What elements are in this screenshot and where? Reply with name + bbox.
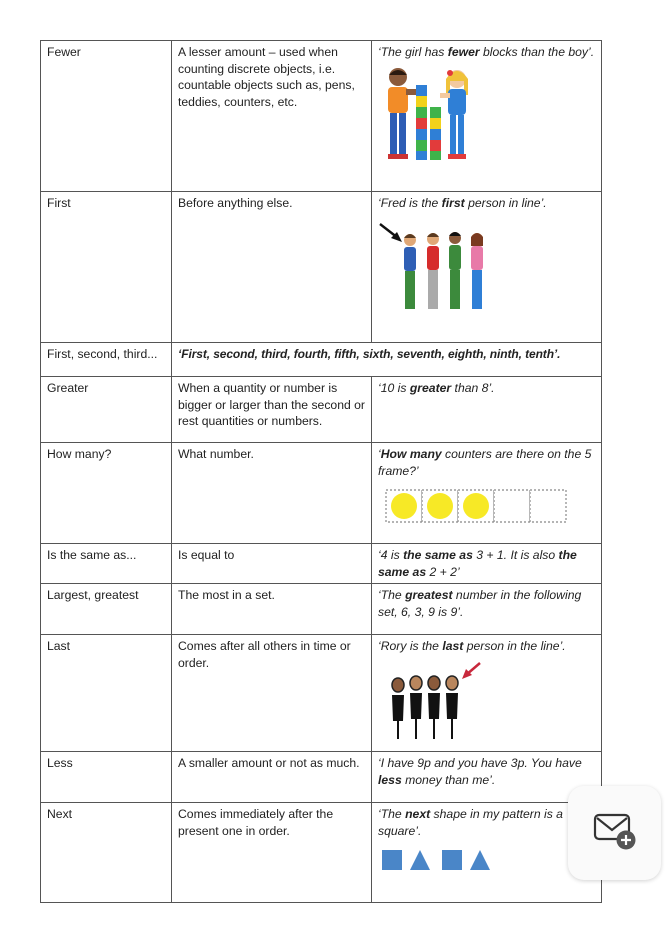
table-row bbox=[41, 377, 602, 443]
term-cell: Last bbox=[41, 635, 172, 752]
example-text: ‘I have 9p and you have 3p. You have less money than me’. bbox=[378, 756, 582, 787]
five-frame-illustration bbox=[378, 487, 595, 525]
definition-cell: Is equal to bbox=[172, 544, 372, 584]
pattern-square bbox=[382, 850, 402, 870]
table-row bbox=[41, 544, 602, 584]
merged-example-cell: ‘First, second, third, fourth, fifth, sixth, seventh, eighth, ninth, tenth’. bbox=[172, 343, 602, 377]
term-cell: First, second, third... bbox=[41, 343, 172, 377]
definition-cell: Comes after all others in time or order. bbox=[172, 635, 372, 752]
table-row bbox=[41, 752, 602, 803]
example-cell bbox=[372, 443, 602, 544]
new-message-button[interactable] bbox=[568, 786, 661, 880]
table-row bbox=[41, 443, 602, 544]
term-cell: First bbox=[41, 192, 172, 343]
definition-cell: The most in a set. bbox=[172, 584, 372, 635]
example-text: ‘The greatest number in the following set, 6, 3, 9 is 9’. bbox=[378, 588, 582, 619]
term-cell: Fewer bbox=[41, 41, 172, 192]
term-cell: Is the same as... bbox=[41, 544, 172, 584]
definition-cell: Comes immediately after the present one in order. bbox=[172, 803, 372, 903]
example-text: ‘How many counters are there on the 5 frame?’ bbox=[378, 447, 592, 478]
example-text: ‘Rory is the last person in the line’. bbox=[378, 639, 566, 653]
table-row bbox=[41, 41, 602, 192]
counter bbox=[463, 493, 489, 519]
table-row bbox=[41, 584, 602, 635]
example-cell bbox=[372, 584, 602, 635]
table-row bbox=[41, 192, 602, 343]
definition-cell: A smaller amount or not as much. bbox=[172, 752, 372, 803]
queue-first-illustration bbox=[378, 220, 595, 320]
shape-pattern-illustration bbox=[378, 847, 595, 873]
table-row bbox=[41, 803, 602, 903]
pattern-triangle bbox=[410, 850, 430, 870]
example-text: ‘Fred is the first person in line’. bbox=[378, 196, 547, 210]
term-cell: Greater bbox=[41, 377, 172, 443]
definition-cell: A lesser amount – used when counting discrete objects, i.e. countable objects such as, pens, teddies, counters, etc. bbox=[172, 41, 372, 192]
pattern-square bbox=[442, 850, 462, 870]
example-cell bbox=[372, 41, 602, 192]
children-blocks-illustration bbox=[378, 65, 595, 165]
example-text: ‘10 is greater than 8’. bbox=[378, 381, 495, 395]
pattern-triangle bbox=[470, 850, 490, 870]
example-cell bbox=[372, 803, 602, 903]
counter bbox=[427, 493, 453, 519]
definition-cell: When a quantity or number is bigger or larger than the second or rest quantities or numbers. bbox=[172, 377, 372, 443]
term-cell: Next bbox=[41, 803, 172, 903]
frame-cell bbox=[530, 490, 566, 522]
table-row bbox=[41, 343, 602, 377]
example-cell bbox=[372, 544, 602, 584]
example-cell bbox=[372, 192, 602, 343]
term-cell: Less bbox=[41, 752, 172, 803]
example-text: ‘4 is the same as 3 + 1. It is also the same as 2 + 2’ bbox=[378, 548, 577, 579]
example-cell bbox=[372, 377, 602, 443]
term-cell: Largest, greatest bbox=[41, 584, 172, 635]
definition-cell: What number. bbox=[172, 443, 372, 544]
example-cell bbox=[372, 752, 602, 803]
example-text: ‘The girl has fewer blocks than the boy’. bbox=[378, 45, 595, 59]
table-row bbox=[41, 635, 602, 752]
glossary-table bbox=[40, 40, 602, 903]
definition-cell: Before anything else. bbox=[172, 192, 372, 343]
term-cell: How many? bbox=[41, 443, 172, 544]
example-cell bbox=[372, 635, 602, 752]
queue-last-illustration bbox=[386, 661, 595, 741]
example-text: ‘The next shape in my pattern is a square’. bbox=[378, 807, 563, 838]
counter bbox=[391, 493, 417, 519]
mail-plus-icon bbox=[591, 809, 639, 858]
frame-cell bbox=[494, 490, 530, 522]
